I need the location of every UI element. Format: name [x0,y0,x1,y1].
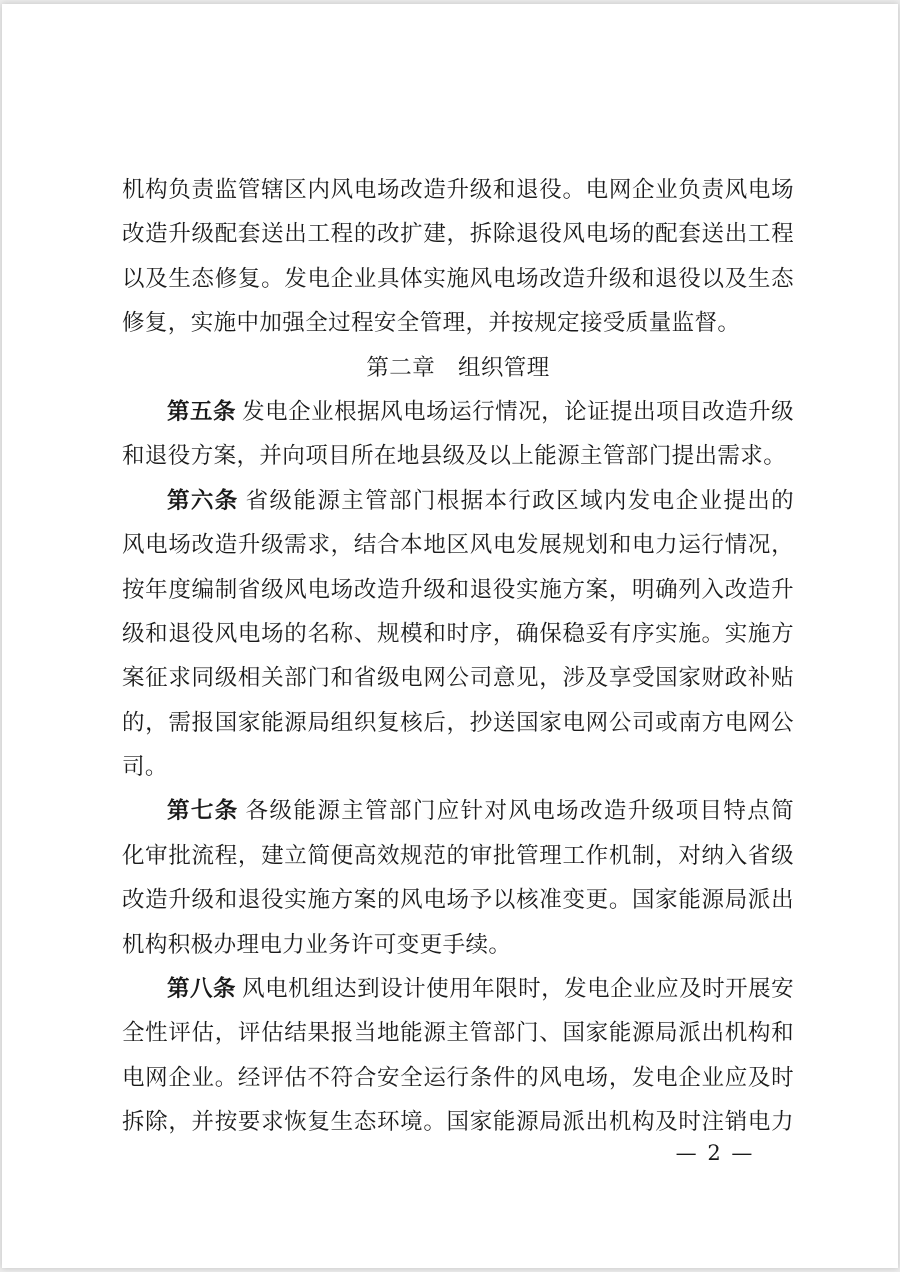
text-line: 拆除，并按要求恢复生态环境。国家能源局派出机构及时注销电力 [122,1109,794,1136]
article-text: 省级能源主管部门根据本行政区域内发电企业提出的 [244,487,795,514]
text-line: 级和退役风电场的名称、规模和时序，确保稳妥有序实施。实施方 [122,620,794,647]
article-text: 各级能源主管部门应针对风电场改造升级项目特点简 [244,798,795,825]
text-line: 风电场改造升级需求，结合本地区风电发展规划和电力运行情况， [122,532,794,559]
text-line: 化审批流程，建立简便高效规范的审批管理工作机制，对纳入省级 [122,842,794,869]
text-line: 全性评估，评估结果报当地能源主管部门、国家能源局派出机构和 [122,1020,794,1047]
article-6-line [122,479,794,523]
chapter-heading: 第二章 组织管理 [366,354,550,381]
text-line: 改造升级和退役实施方案的风电场予以核准变更。国家能源局派出 [122,887,794,914]
article-text: 发电企业根据风电场运行情况，论证提出项目改造升级 [242,398,794,425]
text-line: 修复，实施中加强全过程安全管理，并按规定接受质量监督。 [122,310,741,337]
article-8-line [122,967,794,1011]
page-number: — 2 — [675,1141,755,1165]
article-7-line [122,789,794,833]
article-label: 第八条 [167,976,236,1003]
text-line: 以及生态修复。发电企业具体实施风电场改造升级和退役以及生态 [122,265,794,292]
text-line: 按年度编制省级风电场改造升级和退役实施方案，明确列入改造升 [122,576,794,603]
text-line: 案征求同级相关部门和省级电网公司意见，涉及享受国家财政补贴 [122,665,794,692]
article-label: 第六条 [167,487,239,514]
article-text: 风电机组达到设计使用年限时，发电企业应及时开展安 [242,976,794,1003]
article-5-line [122,390,794,434]
document-body [122,168,794,1145]
document-page [2,4,898,1268]
text-line: 司。 [122,754,168,781]
text-line: 和退役方案，并向项目所在地县级及以上能源主管部门提出需求。 [122,443,787,470]
text-line: 的，需报国家能源局组织复核后，抄送国家电网公司或南方电网公 [122,709,794,736]
article-label: 第五条 [167,398,236,425]
text-line: 电网企业。经评估不符合安全运行条件的风电场，发电企业应及时 [122,1064,794,1091]
text-line: 机构负责监管辖区内风电场改造升级和退役。电网企业负责风电场 [122,177,794,203]
article-label: 第七条 [167,798,239,825]
text-line: 机构积极办理电力业务许可变更手续。 [122,931,512,958]
text-line: 改造升级配套送出工程的改扩建，拆除退役风电场的配套送出工程 [122,221,794,248]
